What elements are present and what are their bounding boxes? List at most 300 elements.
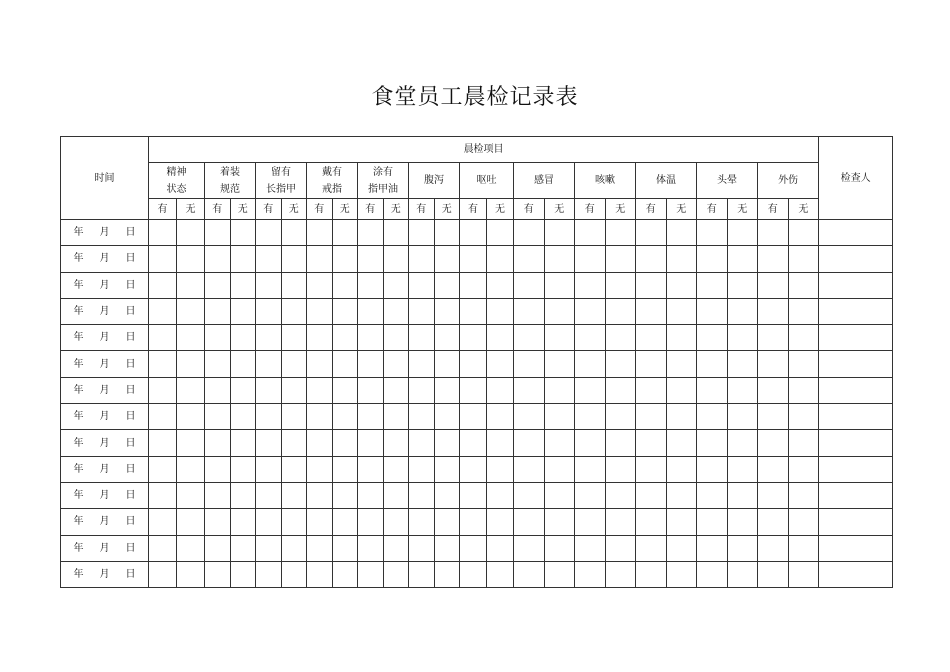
no-cell[interactable] bbox=[544, 298, 575, 324]
no-cell[interactable] bbox=[487, 535, 514, 561]
yes-cell[interactable] bbox=[636, 377, 667, 403]
inspector-cell[interactable] bbox=[819, 561, 893, 587]
no-cell[interactable] bbox=[487, 246, 514, 272]
no-cell[interactable] bbox=[230, 377, 256, 403]
no-cell[interactable] bbox=[487, 272, 514, 298]
date-cell[interactable] bbox=[61, 404, 149, 430]
no-cell[interactable] bbox=[666, 377, 697, 403]
no-cell[interactable] bbox=[544, 220, 575, 246]
yes-cell[interactable] bbox=[514, 509, 545, 535]
yes-cell[interactable] bbox=[358, 351, 384, 377]
yes-cell[interactable] bbox=[205, 325, 231, 351]
no-cell[interactable] bbox=[605, 404, 636, 430]
yes-cell[interactable] bbox=[409, 272, 435, 298]
inspector-cell[interactable] bbox=[819, 246, 893, 272]
yes-cell[interactable] bbox=[358, 509, 384, 535]
no-cell[interactable] bbox=[230, 404, 256, 430]
yes-cell[interactable] bbox=[307, 298, 333, 324]
yes-cell[interactable] bbox=[636, 561, 667, 587]
no-cell[interactable] bbox=[281, 561, 307, 587]
date-cell[interactable] bbox=[61, 535, 149, 561]
no-cell[interactable] bbox=[544, 377, 575, 403]
inspector-cell[interactable] bbox=[819, 272, 893, 298]
date-cell[interactable] bbox=[61, 220, 149, 246]
no-cell[interactable] bbox=[281, 430, 307, 456]
no-cell[interactable] bbox=[727, 482, 758, 508]
yes-cell[interactable] bbox=[758, 220, 789, 246]
yes-cell[interactable] bbox=[697, 377, 728, 403]
no-cell[interactable] bbox=[666, 535, 697, 561]
no-cell[interactable] bbox=[605, 272, 636, 298]
no-cell[interactable] bbox=[487, 377, 514, 403]
no-cell[interactable] bbox=[230, 272, 256, 298]
no-cell[interactable] bbox=[281, 246, 307, 272]
yes-cell[interactable] bbox=[697, 272, 728, 298]
no-cell[interactable] bbox=[487, 351, 514, 377]
no-cell[interactable] bbox=[281, 404, 307, 430]
yes-cell[interactable] bbox=[575, 351, 606, 377]
yes-cell[interactable] bbox=[697, 246, 728, 272]
yes-cell[interactable] bbox=[758, 509, 789, 535]
no-cell[interactable] bbox=[605, 482, 636, 508]
no-cell[interactable] bbox=[788, 325, 819, 351]
no-cell[interactable] bbox=[487, 482, 514, 508]
yes-cell[interactable] bbox=[256, 298, 282, 324]
no-cell[interactable] bbox=[487, 561, 514, 587]
no-cell[interactable] bbox=[788, 561, 819, 587]
no-cell[interactable] bbox=[332, 404, 358, 430]
yes-cell[interactable] bbox=[149, 509, 177, 535]
no-cell[interactable] bbox=[727, 272, 758, 298]
no-cell[interactable] bbox=[332, 246, 358, 272]
yes-cell[interactable] bbox=[307, 220, 333, 246]
no-cell[interactable] bbox=[727, 298, 758, 324]
no-cell[interactable] bbox=[332, 509, 358, 535]
no-cell[interactable] bbox=[487, 404, 514, 430]
yes-cell[interactable] bbox=[307, 377, 333, 403]
no-cell[interactable] bbox=[281, 298, 307, 324]
yes-cell[interactable] bbox=[575, 325, 606, 351]
yes-cell[interactable] bbox=[758, 535, 789, 561]
yes-cell[interactable] bbox=[149, 220, 177, 246]
no-cell[interactable] bbox=[666, 351, 697, 377]
date-cell[interactable] bbox=[61, 509, 149, 535]
inspector-cell[interactable] bbox=[819, 298, 893, 324]
no-cell[interactable] bbox=[434, 351, 460, 377]
date-cell[interactable] bbox=[61, 246, 149, 272]
no-cell[interactable] bbox=[727, 246, 758, 272]
no-cell[interactable] bbox=[177, 325, 205, 351]
inspector-cell[interactable] bbox=[819, 456, 893, 482]
yes-cell[interactable] bbox=[307, 246, 333, 272]
no-cell[interactable] bbox=[332, 377, 358, 403]
no-cell[interactable] bbox=[666, 220, 697, 246]
yes-cell[interactable] bbox=[636, 351, 667, 377]
yes-cell[interactable] bbox=[358, 456, 384, 482]
no-cell[interactable] bbox=[177, 220, 205, 246]
yes-cell[interactable] bbox=[697, 298, 728, 324]
yes-cell[interactable] bbox=[575, 377, 606, 403]
no-cell[interactable] bbox=[666, 298, 697, 324]
yes-cell[interactable] bbox=[460, 430, 487, 456]
no-cell[interactable] bbox=[230, 482, 256, 508]
no-cell[interactable] bbox=[727, 377, 758, 403]
date-cell[interactable] bbox=[61, 482, 149, 508]
no-cell[interactable] bbox=[281, 377, 307, 403]
no-cell[interactable] bbox=[605, 298, 636, 324]
yes-cell[interactable] bbox=[460, 561, 487, 587]
yes-cell[interactable] bbox=[205, 482, 231, 508]
no-cell[interactable] bbox=[487, 298, 514, 324]
yes-cell[interactable] bbox=[358, 535, 384, 561]
yes-cell[interactable] bbox=[307, 404, 333, 430]
no-cell[interactable] bbox=[281, 509, 307, 535]
no-cell[interactable] bbox=[177, 456, 205, 482]
no-cell[interactable] bbox=[544, 456, 575, 482]
yes-cell[interactable] bbox=[758, 298, 789, 324]
yes-cell[interactable] bbox=[514, 220, 545, 246]
yes-cell[interactable] bbox=[514, 482, 545, 508]
no-cell[interactable] bbox=[487, 325, 514, 351]
no-cell[interactable] bbox=[434, 325, 460, 351]
no-cell[interactable] bbox=[434, 535, 460, 561]
inspector-cell[interactable] bbox=[819, 404, 893, 430]
yes-cell[interactable] bbox=[256, 430, 282, 456]
no-cell[interactable] bbox=[383, 220, 409, 246]
no-cell[interactable] bbox=[788, 430, 819, 456]
inspector-cell[interactable] bbox=[819, 430, 893, 456]
yes-cell[interactable] bbox=[697, 351, 728, 377]
no-cell[interactable] bbox=[666, 482, 697, 508]
yes-cell[interactable] bbox=[149, 377, 177, 403]
yes-cell[interactable] bbox=[575, 298, 606, 324]
no-cell[interactable] bbox=[177, 430, 205, 456]
yes-cell[interactable] bbox=[149, 456, 177, 482]
yes-cell[interactable] bbox=[514, 404, 545, 430]
yes-cell[interactable] bbox=[205, 404, 231, 430]
yes-cell[interactable] bbox=[149, 430, 177, 456]
yes-cell[interactable] bbox=[575, 509, 606, 535]
yes-cell[interactable] bbox=[460, 325, 487, 351]
yes-cell[interactable] bbox=[256, 246, 282, 272]
yes-cell[interactable] bbox=[409, 430, 435, 456]
yes-cell[interactable] bbox=[460, 482, 487, 508]
yes-cell[interactable] bbox=[409, 325, 435, 351]
yes-cell[interactable] bbox=[256, 325, 282, 351]
yes-cell[interactable] bbox=[514, 351, 545, 377]
yes-cell[interactable] bbox=[358, 561, 384, 587]
yes-cell[interactable] bbox=[307, 561, 333, 587]
yes-cell[interactable] bbox=[409, 561, 435, 587]
no-cell[interactable] bbox=[487, 509, 514, 535]
yes-cell[interactable] bbox=[358, 220, 384, 246]
no-cell[interactable] bbox=[788, 298, 819, 324]
no-cell[interactable] bbox=[332, 272, 358, 298]
no-cell[interactable] bbox=[281, 535, 307, 561]
yes-cell[interactable] bbox=[460, 377, 487, 403]
no-cell[interactable] bbox=[788, 220, 819, 246]
no-cell[interactable] bbox=[605, 246, 636, 272]
yes-cell[interactable] bbox=[307, 430, 333, 456]
no-cell[interactable] bbox=[605, 430, 636, 456]
no-cell[interactable] bbox=[230, 430, 256, 456]
date-cell[interactable] bbox=[61, 456, 149, 482]
no-cell[interactable] bbox=[788, 509, 819, 535]
no-cell[interactable] bbox=[434, 404, 460, 430]
yes-cell[interactable] bbox=[149, 482, 177, 508]
inspector-cell[interactable] bbox=[819, 325, 893, 351]
no-cell[interactable] bbox=[230, 298, 256, 324]
no-cell[interactable] bbox=[544, 404, 575, 430]
no-cell[interactable] bbox=[383, 561, 409, 587]
date-cell[interactable] bbox=[61, 272, 149, 298]
yes-cell[interactable] bbox=[514, 246, 545, 272]
no-cell[interactable] bbox=[666, 456, 697, 482]
yes-cell[interactable] bbox=[460, 220, 487, 246]
yes-cell[interactable] bbox=[460, 509, 487, 535]
yes-cell[interactable] bbox=[636, 535, 667, 561]
yes-cell[interactable] bbox=[758, 325, 789, 351]
yes-cell[interactable] bbox=[205, 351, 231, 377]
yes-cell[interactable] bbox=[636, 482, 667, 508]
yes-cell[interactable] bbox=[758, 456, 789, 482]
no-cell[interactable] bbox=[281, 272, 307, 298]
no-cell[interactable] bbox=[177, 509, 205, 535]
yes-cell[interactable] bbox=[575, 272, 606, 298]
no-cell[interactable] bbox=[788, 272, 819, 298]
yes-cell[interactable] bbox=[256, 351, 282, 377]
no-cell[interactable] bbox=[727, 430, 758, 456]
no-cell[interactable] bbox=[332, 561, 358, 587]
no-cell[interactable] bbox=[666, 272, 697, 298]
yes-cell[interactable] bbox=[514, 272, 545, 298]
yes-cell[interactable] bbox=[514, 325, 545, 351]
date-cell[interactable] bbox=[61, 298, 149, 324]
no-cell[interactable] bbox=[434, 561, 460, 587]
no-cell[interactable] bbox=[383, 377, 409, 403]
no-cell[interactable] bbox=[383, 456, 409, 482]
date-cell[interactable] bbox=[61, 325, 149, 351]
yes-cell[interactable] bbox=[205, 220, 231, 246]
yes-cell[interactable] bbox=[205, 430, 231, 456]
no-cell[interactable] bbox=[788, 351, 819, 377]
yes-cell[interactable] bbox=[575, 430, 606, 456]
yes-cell[interactable] bbox=[149, 351, 177, 377]
yes-cell[interactable] bbox=[697, 430, 728, 456]
no-cell[interactable] bbox=[434, 509, 460, 535]
yes-cell[interactable] bbox=[575, 456, 606, 482]
yes-cell[interactable] bbox=[409, 377, 435, 403]
yes-cell[interactable] bbox=[409, 509, 435, 535]
no-cell[interactable] bbox=[666, 246, 697, 272]
no-cell[interactable] bbox=[727, 561, 758, 587]
inspector-cell[interactable] bbox=[819, 351, 893, 377]
no-cell[interactable] bbox=[332, 482, 358, 508]
no-cell[interactable] bbox=[727, 509, 758, 535]
yes-cell[interactable] bbox=[358, 298, 384, 324]
no-cell[interactable] bbox=[383, 351, 409, 377]
no-cell[interactable] bbox=[281, 456, 307, 482]
no-cell[interactable] bbox=[230, 220, 256, 246]
no-cell[interactable] bbox=[487, 456, 514, 482]
yes-cell[interactable] bbox=[205, 246, 231, 272]
no-cell[interactable] bbox=[605, 220, 636, 246]
no-cell[interactable] bbox=[383, 482, 409, 508]
yes-cell[interactable] bbox=[460, 246, 487, 272]
no-cell[interactable] bbox=[788, 404, 819, 430]
no-cell[interactable] bbox=[434, 246, 460, 272]
yes-cell[interactable] bbox=[758, 246, 789, 272]
yes-cell[interactable] bbox=[409, 456, 435, 482]
no-cell[interactable] bbox=[788, 482, 819, 508]
yes-cell[interactable] bbox=[256, 220, 282, 246]
yes-cell[interactable] bbox=[758, 351, 789, 377]
yes-cell[interactable] bbox=[409, 246, 435, 272]
no-cell[interactable] bbox=[383, 430, 409, 456]
no-cell[interactable] bbox=[788, 535, 819, 561]
yes-cell[interactable] bbox=[256, 509, 282, 535]
no-cell[interactable] bbox=[544, 482, 575, 508]
no-cell[interactable] bbox=[788, 377, 819, 403]
yes-cell[interactable] bbox=[409, 220, 435, 246]
yes-cell[interactable] bbox=[149, 246, 177, 272]
yes-cell[interactable] bbox=[149, 535, 177, 561]
no-cell[interactable] bbox=[332, 351, 358, 377]
no-cell[interactable] bbox=[177, 482, 205, 508]
no-cell[interactable] bbox=[544, 325, 575, 351]
yes-cell[interactable] bbox=[460, 272, 487, 298]
no-cell[interactable] bbox=[230, 561, 256, 587]
yes-cell[interactable] bbox=[256, 535, 282, 561]
yes-cell[interactable] bbox=[205, 509, 231, 535]
inspector-cell[interactable] bbox=[819, 220, 893, 246]
date-cell[interactable] bbox=[61, 351, 149, 377]
yes-cell[interactable] bbox=[697, 509, 728, 535]
yes-cell[interactable] bbox=[256, 482, 282, 508]
yes-cell[interactable] bbox=[460, 535, 487, 561]
no-cell[interactable] bbox=[605, 377, 636, 403]
no-cell[interactable] bbox=[332, 298, 358, 324]
no-cell[interactable] bbox=[788, 246, 819, 272]
no-cell[interactable] bbox=[434, 430, 460, 456]
date-cell[interactable] bbox=[61, 430, 149, 456]
no-cell[interactable] bbox=[666, 430, 697, 456]
yes-cell[interactable] bbox=[697, 404, 728, 430]
yes-cell[interactable] bbox=[358, 482, 384, 508]
yes-cell[interactable] bbox=[636, 509, 667, 535]
yes-cell[interactable] bbox=[149, 325, 177, 351]
yes-cell[interactable] bbox=[307, 482, 333, 508]
no-cell[interactable] bbox=[544, 535, 575, 561]
no-cell[interactable] bbox=[332, 456, 358, 482]
no-cell[interactable] bbox=[605, 509, 636, 535]
no-cell[interactable] bbox=[332, 535, 358, 561]
no-cell[interactable] bbox=[727, 535, 758, 561]
yes-cell[interactable] bbox=[575, 404, 606, 430]
yes-cell[interactable] bbox=[205, 298, 231, 324]
no-cell[interactable] bbox=[666, 325, 697, 351]
no-cell[interactable] bbox=[544, 509, 575, 535]
yes-cell[interactable] bbox=[149, 272, 177, 298]
no-cell[interactable] bbox=[727, 325, 758, 351]
yes-cell[interactable] bbox=[307, 535, 333, 561]
no-cell[interactable] bbox=[544, 561, 575, 587]
yes-cell[interactable] bbox=[409, 351, 435, 377]
yes-cell[interactable] bbox=[460, 404, 487, 430]
yes-cell[interactable] bbox=[205, 272, 231, 298]
no-cell[interactable] bbox=[383, 246, 409, 272]
yes-cell[interactable] bbox=[575, 246, 606, 272]
yes-cell[interactable] bbox=[358, 377, 384, 403]
yes-cell[interactable] bbox=[575, 561, 606, 587]
yes-cell[interactable] bbox=[514, 377, 545, 403]
no-cell[interactable] bbox=[177, 272, 205, 298]
no-cell[interactable] bbox=[605, 456, 636, 482]
yes-cell[interactable] bbox=[256, 456, 282, 482]
no-cell[interactable] bbox=[177, 351, 205, 377]
yes-cell[interactable] bbox=[409, 404, 435, 430]
no-cell[interactable] bbox=[177, 561, 205, 587]
yes-cell[interactable] bbox=[636, 456, 667, 482]
no-cell[interactable] bbox=[434, 298, 460, 324]
yes-cell[interactable] bbox=[358, 430, 384, 456]
yes-cell[interactable] bbox=[697, 535, 728, 561]
yes-cell[interactable] bbox=[205, 561, 231, 587]
yes-cell[interactable] bbox=[514, 298, 545, 324]
yes-cell[interactable] bbox=[697, 456, 728, 482]
yes-cell[interactable] bbox=[205, 535, 231, 561]
yes-cell[interactable] bbox=[460, 298, 487, 324]
yes-cell[interactable] bbox=[636, 404, 667, 430]
yes-cell[interactable] bbox=[514, 561, 545, 587]
yes-cell[interactable] bbox=[514, 430, 545, 456]
no-cell[interactable] bbox=[544, 351, 575, 377]
yes-cell[interactable] bbox=[307, 456, 333, 482]
no-cell[interactable] bbox=[383, 298, 409, 324]
no-cell[interactable] bbox=[434, 482, 460, 508]
yes-cell[interactable] bbox=[307, 351, 333, 377]
yes-cell[interactable] bbox=[575, 482, 606, 508]
yes-cell[interactable] bbox=[256, 404, 282, 430]
no-cell[interactable] bbox=[727, 456, 758, 482]
yes-cell[interactable] bbox=[205, 377, 231, 403]
no-cell[interactable] bbox=[727, 220, 758, 246]
inspector-cell[interactable] bbox=[819, 535, 893, 561]
no-cell[interactable] bbox=[332, 325, 358, 351]
no-cell[interactable] bbox=[727, 404, 758, 430]
no-cell[interactable] bbox=[230, 246, 256, 272]
yes-cell[interactable] bbox=[636, 220, 667, 246]
yes-cell[interactable] bbox=[636, 430, 667, 456]
no-cell[interactable] bbox=[177, 246, 205, 272]
no-cell[interactable] bbox=[487, 430, 514, 456]
yes-cell[interactable] bbox=[256, 561, 282, 587]
no-cell[interactable] bbox=[230, 456, 256, 482]
yes-cell[interactable] bbox=[149, 298, 177, 324]
inspector-cell[interactable] bbox=[819, 509, 893, 535]
yes-cell[interactable] bbox=[307, 325, 333, 351]
no-cell[interactable] bbox=[666, 509, 697, 535]
date-cell[interactable] bbox=[61, 561, 149, 587]
no-cell[interactable] bbox=[434, 377, 460, 403]
inspector-cell[interactable] bbox=[819, 377, 893, 403]
yes-cell[interactable] bbox=[758, 272, 789, 298]
yes-cell[interactable] bbox=[358, 246, 384, 272]
no-cell[interactable] bbox=[332, 220, 358, 246]
no-cell[interactable] bbox=[605, 325, 636, 351]
yes-cell[interactable] bbox=[758, 482, 789, 508]
no-cell[interactable] bbox=[383, 535, 409, 561]
